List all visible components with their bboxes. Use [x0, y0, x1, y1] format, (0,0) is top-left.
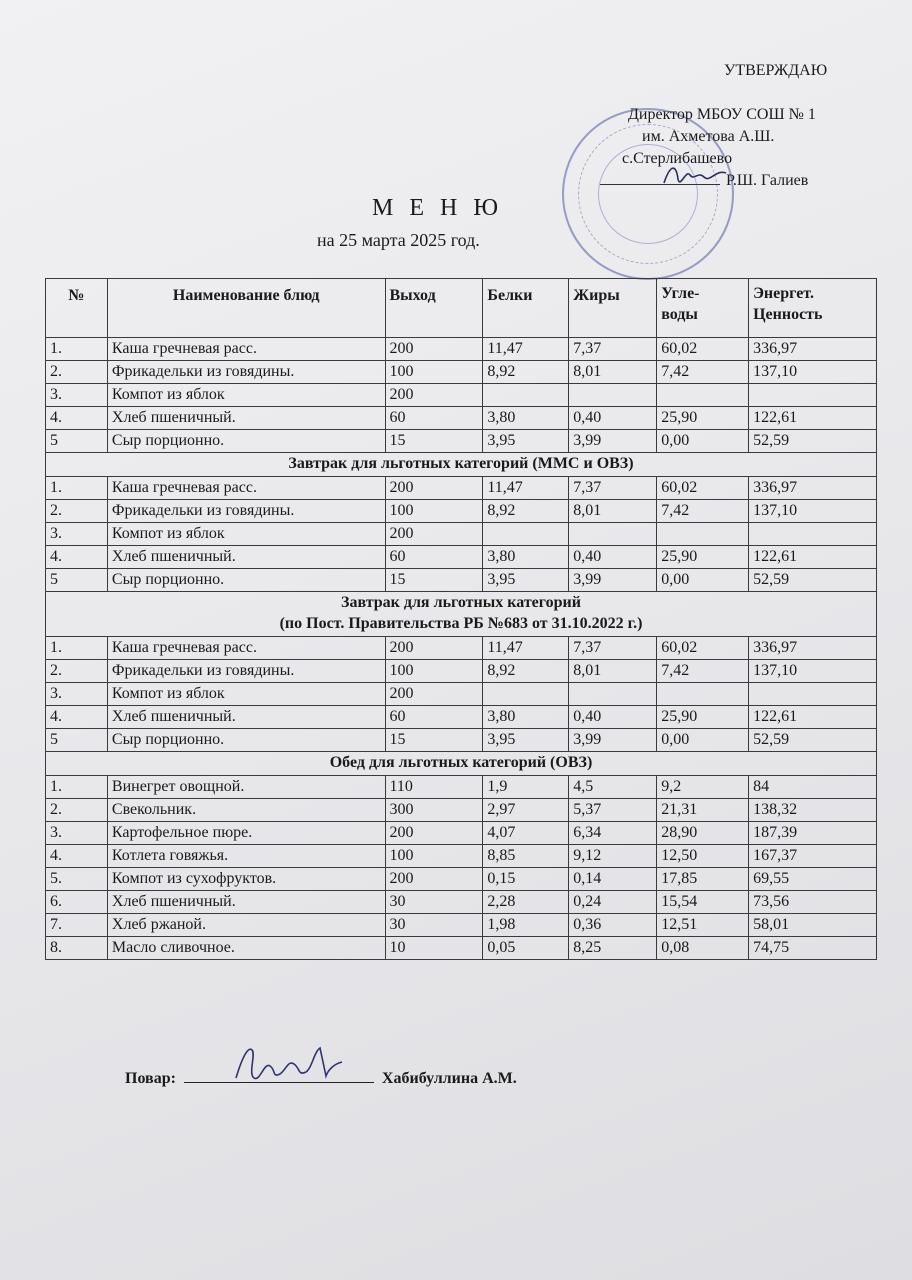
- table-row: [46, 477, 877, 500]
- approval-line-1: Директор МБОУ СОШ № 1: [628, 106, 816, 123]
- cell-protein: 3,80: [483, 706, 569, 729]
- cell-carbs: 9,2: [657, 776, 749, 799]
- cell-num: 4.: [46, 845, 108, 868]
- table-row: [46, 706, 877, 729]
- table-row: [46, 384, 877, 407]
- cell-dish: Каша гречневая расс.: [107, 637, 385, 660]
- cell-num: 5: [46, 430, 108, 453]
- cell-num: 4.: [46, 407, 108, 430]
- cell-carbs: [657, 523, 749, 546]
- cell-output: 200: [385, 338, 483, 361]
- cell-protein: 4,07: [483, 822, 569, 845]
- table-row: [46, 799, 877, 822]
- section-heading-cell: [46, 752, 877, 776]
- cell-fat: [569, 523, 657, 546]
- section-heading-text: Завтрак для льготных категорий (ММС и ОВЗ): [288, 455, 634, 472]
- cell-energy: 138,32: [749, 799, 877, 822]
- cell-output: 100: [385, 845, 483, 868]
- cell-output: 15: [385, 430, 483, 453]
- section-heading-text: Завтрак для льготных категорий: [341, 594, 581, 611]
- cell-protein: 3,80: [483, 546, 569, 569]
- cell-fat: 9,12: [569, 845, 657, 868]
- cell-output: 30: [385, 891, 483, 914]
- cell-num: 2.: [46, 660, 108, 683]
- cell-carbs: 25,90: [657, 546, 749, 569]
- cell-num: 6.: [46, 891, 108, 914]
- cell-energy: 336,97: [749, 338, 877, 361]
- approval-line-3: с.Стерлибашево: [622, 150, 733, 167]
- cell-output: 15: [385, 729, 483, 752]
- cell-energy: 122,61: [749, 407, 877, 430]
- cell-protein: 0,15: [483, 868, 569, 891]
- cell-carbs: 17,85: [657, 868, 749, 891]
- section-breakfast-resolution: [46, 592, 877, 637]
- cell-dish: Компот из сухофруктов.: [107, 868, 385, 891]
- section-heading-text: Обед для льготных категорий (ОВЗ): [329, 754, 593, 771]
- cell-protein: 2,97: [483, 799, 569, 822]
- table-row: [46, 729, 877, 752]
- cell-fat: 8,01: [569, 361, 657, 384]
- cell-dish: Хлеб пшеничный.: [107, 407, 385, 430]
- cell-num: 4.: [46, 706, 108, 729]
- cell-output: 60: [385, 706, 483, 729]
- section-breakfast-mms-ovz: [46, 453, 877, 477]
- table-row: [46, 569, 877, 592]
- cell-num: 3.: [46, 683, 108, 706]
- cell-carbs: 60,02: [657, 338, 749, 361]
- cell-protein: 1,98: [483, 914, 569, 937]
- cell-output: 10: [385, 937, 483, 960]
- table-row: [46, 637, 877, 660]
- table-row: [46, 430, 877, 453]
- cell-num: 1.: [46, 776, 108, 799]
- cell-dish: Хлеб ржаной.: [107, 914, 385, 937]
- cell-dish: Хлеб пшеничный.: [107, 891, 385, 914]
- approval-signature-line: [600, 170, 870, 192]
- cell-output: 15: [385, 569, 483, 592]
- cell-energy: 69,55: [749, 868, 877, 891]
- table-row: [46, 937, 877, 960]
- cell-output: 200: [385, 523, 483, 546]
- cell-num: 1.: [46, 637, 108, 660]
- cell-dish: Котлета говяжья.: [107, 845, 385, 868]
- cell-dish: Фрикадельки из говядины.: [107, 500, 385, 523]
- cell-num: 5.: [46, 868, 108, 891]
- cell-dish: Компот из яблок: [107, 523, 385, 546]
- cell-carbs: 0,00: [657, 569, 749, 592]
- cell-fat: 0,40: [569, 546, 657, 569]
- cell-output: 60: [385, 407, 483, 430]
- cell-energy: 137,10: [749, 361, 877, 384]
- cell-energy: 52,59: [749, 569, 877, 592]
- cell-protein: [483, 683, 569, 706]
- director-signature-icon: [660, 155, 730, 195]
- cell-output: 200: [385, 822, 483, 845]
- cell-dish: Сыр порционно.: [107, 729, 385, 752]
- cell-num: 2.: [46, 500, 108, 523]
- header-energy: Энергет. Ценность: [749, 279, 877, 338]
- table-row: [46, 523, 877, 546]
- cell-energy: 137,10: [749, 660, 877, 683]
- cell-dish: Масло сливочное.: [107, 937, 385, 960]
- cell-protein: 8,92: [483, 660, 569, 683]
- cell-energy: 73,56: [749, 891, 877, 914]
- section-heading-cell: [46, 453, 877, 477]
- cell-dish: Фрикадельки из говядины.: [107, 660, 385, 683]
- cell-dish: Фрикадельки из говядины.: [107, 361, 385, 384]
- cell-num: 8.: [46, 937, 108, 960]
- cell-fat: 6,34: [569, 822, 657, 845]
- page-title: М Е Н Ю: [372, 195, 503, 221]
- approval-signer: Р.Ш. Галиев: [726, 172, 809, 189]
- cell-energy: 84: [749, 776, 877, 799]
- cell-carbs: 0,08: [657, 937, 749, 960]
- cell-protein: 8,85: [483, 845, 569, 868]
- cell-protein: 8,92: [483, 500, 569, 523]
- cell-energy: 122,61: [749, 706, 877, 729]
- cell-carbs: 12,51: [657, 914, 749, 937]
- cook-name: Хабибуллина А.М.: [381, 1070, 517, 1087]
- cell-fat: 8,01: [569, 500, 657, 523]
- approval-line-2: им. Ахметова А.Ш.: [642, 128, 775, 145]
- table-row: [46, 776, 877, 799]
- cell-energy: 137,10: [749, 500, 877, 523]
- cell-num: 2.: [46, 361, 108, 384]
- cell-fat: [569, 384, 657, 407]
- cell-fat: 3,99: [569, 430, 657, 453]
- cell-dish: Каша гречневая расс.: [107, 477, 385, 500]
- cell-dish: Хлеб пшеничный.: [107, 546, 385, 569]
- cell-output: 100: [385, 660, 483, 683]
- header-num: №: [46, 279, 108, 338]
- cell-fat: 0,36: [569, 914, 657, 937]
- cell-output: 110: [385, 776, 483, 799]
- cell-protein: 2,28: [483, 891, 569, 914]
- cell-num: 7.: [46, 914, 108, 937]
- cell-carbs: 15,54: [657, 891, 749, 914]
- cell-protein: 0,05: [483, 937, 569, 960]
- table-row: [46, 546, 877, 569]
- section-lunch-ovz: [46, 752, 877, 776]
- cell-energy: 336,97: [749, 477, 877, 500]
- cell-carbs: 0,00: [657, 729, 749, 752]
- cell-energy: [749, 384, 877, 407]
- cell-fat: 8,25: [569, 937, 657, 960]
- cell-energy: 52,59: [749, 430, 877, 453]
- cell-fat: 3,99: [569, 729, 657, 752]
- table-row: [46, 891, 877, 914]
- header-name: Наименование блюд: [107, 279, 385, 338]
- cell-num: 3.: [46, 523, 108, 546]
- table-row: [46, 683, 877, 706]
- cell-output: 100: [385, 500, 483, 523]
- cell-fat: 3,99: [569, 569, 657, 592]
- cell-carbs: 21,31: [657, 799, 749, 822]
- cell-carbs: [657, 683, 749, 706]
- header-output: Выход: [385, 279, 483, 338]
- cell-protein: 3,95: [483, 729, 569, 752]
- cell-fat: 0,24: [569, 891, 657, 914]
- cell-carbs: 28,90: [657, 822, 749, 845]
- table-row: [46, 338, 877, 361]
- cell-output: 200: [385, 637, 483, 660]
- header-carbs: Угле- воды: [657, 279, 749, 338]
- cell-dish: Хлеб пшеничный.: [107, 706, 385, 729]
- cell-num: 1.: [46, 338, 108, 361]
- table-row: [46, 868, 877, 891]
- cell-energy: [749, 523, 877, 546]
- cell-carbs: 25,90: [657, 706, 749, 729]
- cell-num: 5: [46, 569, 108, 592]
- cell-num: 3.: [46, 384, 108, 407]
- cell-energy: 336,97: [749, 637, 877, 660]
- cell-protein: [483, 523, 569, 546]
- table-row: [46, 500, 877, 523]
- cell-dish: Компот из яблок: [107, 384, 385, 407]
- section-heading-text: (по Пост. Правительства РБ №683 от 31.10.2022 г.): [279, 615, 643, 632]
- cell-fat: 7,37: [569, 338, 657, 361]
- menu-table-body: [46, 338, 877, 960]
- table-header-row: [46, 279, 877, 338]
- cell-dish: Сыр порционно.: [107, 569, 385, 592]
- cell-output: 200: [385, 868, 483, 891]
- cell-dish: Каша гречневая расс.: [107, 338, 385, 361]
- cell-output: 200: [385, 683, 483, 706]
- cell-num: 1.: [46, 477, 108, 500]
- cell-fat: 8,01: [569, 660, 657, 683]
- section-heading-cell: [46, 592, 877, 637]
- cell-protein: 3,95: [483, 430, 569, 453]
- cell-num: 4.: [46, 546, 108, 569]
- cell-protein: [483, 384, 569, 407]
- cell-num: 3.: [46, 822, 108, 845]
- cell-num: 2.: [46, 799, 108, 822]
- cell-output: 300: [385, 799, 483, 822]
- cell-protein: 1,9: [483, 776, 569, 799]
- cell-energy: 52,59: [749, 729, 877, 752]
- cell-carbs: 25,90: [657, 407, 749, 430]
- cell-protein: 3,80: [483, 407, 569, 430]
- header-fat: Жиры: [569, 279, 657, 338]
- cell-fat: 0,14: [569, 868, 657, 891]
- table-row: [46, 660, 877, 683]
- approval-heading: УТВЕРЖДАЮ: [724, 62, 828, 79]
- cell-carbs: 7,42: [657, 660, 749, 683]
- cell-energy: [749, 683, 877, 706]
- cell-carbs: 7,42: [657, 361, 749, 384]
- table-row: [46, 361, 877, 384]
- cell-energy: 187,39: [749, 822, 877, 845]
- cell-fat: 7,37: [569, 637, 657, 660]
- page-subtitle: на 25 марта 2025 год.: [317, 230, 480, 250]
- cell-fat: 0,40: [569, 706, 657, 729]
- cell-fat: 4,5: [569, 776, 657, 799]
- cell-carbs: 60,02: [657, 477, 749, 500]
- cell-carbs: 7,42: [657, 500, 749, 523]
- table-row: [46, 407, 877, 430]
- menu-table: [45, 278, 877, 960]
- cell-carbs: 60,02: [657, 637, 749, 660]
- cell-output: 30: [385, 914, 483, 937]
- cell-fat: 5,37: [569, 799, 657, 822]
- cell-carbs: 12,50: [657, 845, 749, 868]
- cell-output: 100: [385, 361, 483, 384]
- cell-output: 60: [385, 546, 483, 569]
- cook-signature-blank: [184, 1082, 374, 1083]
- cell-protein: 11,47: [483, 338, 569, 361]
- cell-protein: 3,95: [483, 569, 569, 592]
- cell-energy: 74,75: [749, 937, 877, 960]
- cell-carbs: 0,00: [657, 430, 749, 453]
- cell-dish: Картофельное пюре.: [107, 822, 385, 845]
- cell-carbs: [657, 384, 749, 407]
- cell-protein: 11,47: [483, 477, 569, 500]
- cell-fat: 7,37: [569, 477, 657, 500]
- cell-output: 200: [385, 477, 483, 500]
- header-protein: Белки: [483, 279, 569, 338]
- cell-protein: 11,47: [483, 637, 569, 660]
- cell-fat: [569, 683, 657, 706]
- cell-energy: 58,01: [749, 914, 877, 937]
- cell-dish: Компот из яблок: [107, 683, 385, 706]
- cell-output: 200: [385, 384, 483, 407]
- cell-energy: 167,37: [749, 845, 877, 868]
- cell-dish: Винегрет овощной.: [107, 776, 385, 799]
- cell-energy: 122,61: [749, 546, 877, 569]
- cell-protein: 8,92: [483, 361, 569, 384]
- cell-dish: Сыр порционно.: [107, 430, 385, 453]
- cell-num: 5: [46, 729, 108, 752]
- table-row: [46, 822, 877, 845]
- table-row: [46, 914, 877, 937]
- cell-fat: 0,40: [569, 407, 657, 430]
- table-row: [46, 845, 877, 868]
- cook-label: Повар:: [125, 1070, 176, 1087]
- cook-line: [125, 1070, 517, 1088]
- cell-dish: Свекольник.: [107, 799, 385, 822]
